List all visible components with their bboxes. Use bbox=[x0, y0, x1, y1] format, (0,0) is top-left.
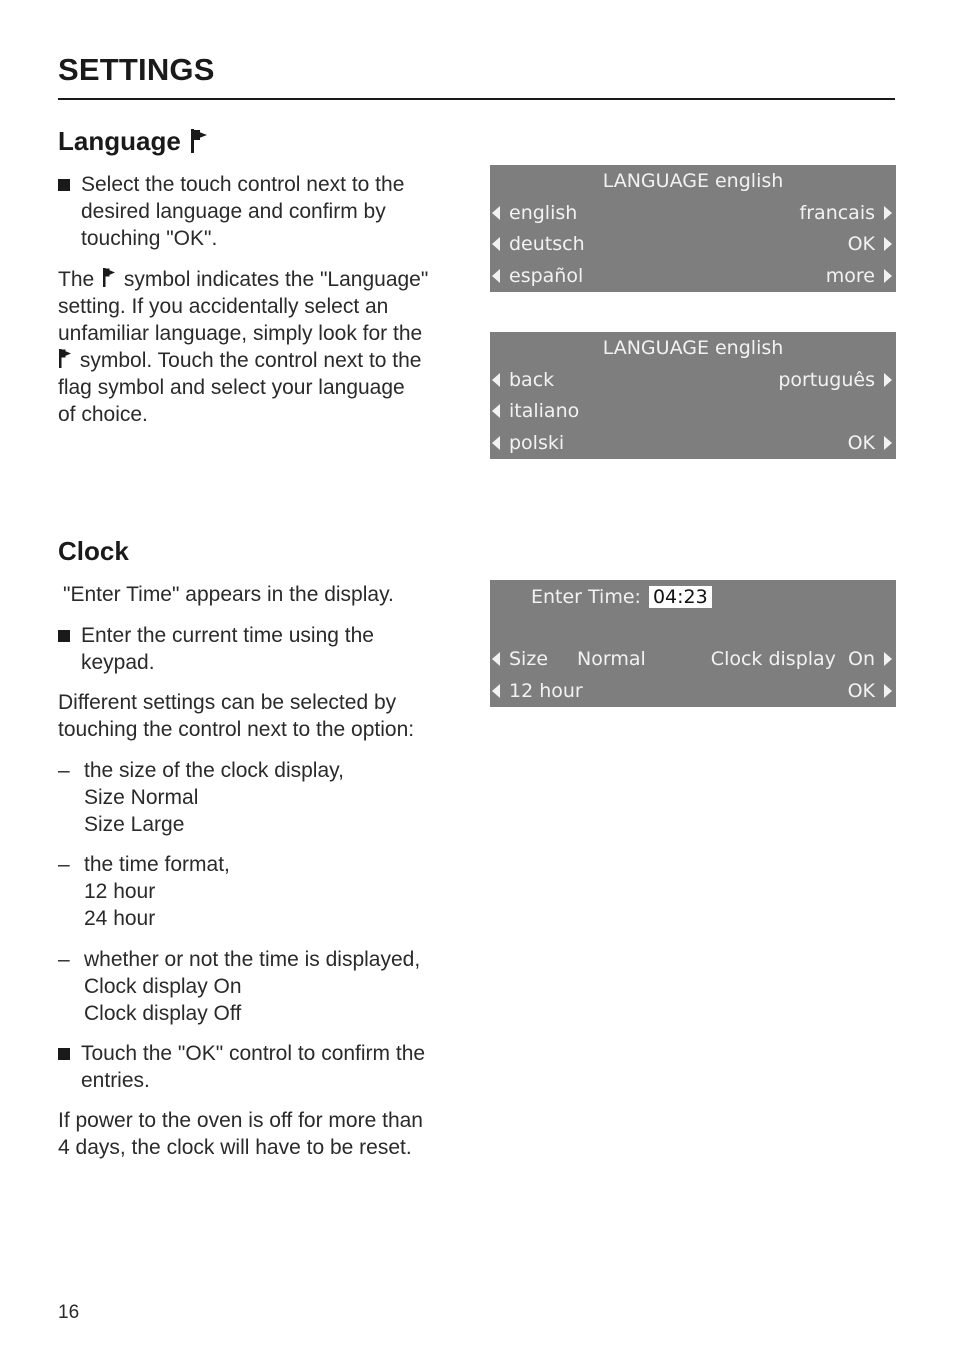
option-label: italiano bbox=[509, 400, 580, 422]
display-row bbox=[490, 680, 896, 704]
option-label: polski bbox=[509, 432, 565, 454]
clock-option-display bbox=[58, 946, 458, 1027]
option-label: francais bbox=[799, 202, 875, 224]
arrow-right-icon bbox=[884, 237, 892, 251]
arrow-left-icon bbox=[492, 237, 500, 251]
clock-option-format bbox=[58, 851, 458, 932]
display-title: LANGUAGE english bbox=[602, 170, 784, 192]
text-line: flag symbol and select your language bbox=[58, 376, 405, 399]
display-option-left[interactable] bbox=[492, 432, 564, 454]
text-line: entries. bbox=[81, 1069, 150, 1092]
display-option-right[interactable] bbox=[848, 233, 892, 255]
display-option-ok[interactable] bbox=[848, 680, 892, 702]
display-option-right[interactable] bbox=[800, 202, 892, 224]
option-label: español bbox=[509, 265, 584, 287]
enter-time-row bbox=[531, 584, 712, 610]
text-line: unfamiliar language, simply look for the bbox=[58, 322, 423, 345]
text-line: desired language and confirm by bbox=[81, 200, 386, 223]
arrow-left-icon bbox=[492, 269, 500, 283]
display-row bbox=[490, 202, 896, 226]
language-display-1 bbox=[490, 165, 896, 292]
display-option-right[interactable] bbox=[778, 369, 892, 391]
text-line: Enter the current time using the bbox=[81, 624, 374, 647]
arrow-left-icon bbox=[492, 436, 500, 450]
clock-final-note bbox=[58, 1107, 468, 1161]
language-heading-text: Language bbox=[58, 126, 181, 156]
text-line: the size of the clock display, bbox=[84, 759, 344, 782]
text-span: The bbox=[58, 268, 95, 291]
arrow-left-icon bbox=[492, 206, 500, 220]
arrow-left-icon bbox=[492, 684, 500, 698]
text-line: the time format, bbox=[84, 853, 230, 876]
language-display-2 bbox=[490, 332, 896, 459]
text-line: Touch the "OK" control to confirm the bbox=[81, 1042, 426, 1065]
display-option-left[interactable] bbox=[492, 202, 577, 224]
arrow-right-icon bbox=[884, 436, 892, 450]
clock-heading: Clock bbox=[58, 536, 129, 566]
text-line: 24 hour bbox=[84, 907, 156, 930]
display-option-left[interactable] bbox=[492, 369, 554, 391]
text-line: whether or not the time is displayed, bbox=[84, 948, 421, 971]
display-option-size[interactable] bbox=[492, 648, 646, 670]
text-line: Clock display Off bbox=[84, 1002, 242, 1025]
page-title: SETTINGS bbox=[58, 52, 215, 87]
display-option-format[interactable] bbox=[492, 680, 583, 702]
arrow-left-icon bbox=[492, 652, 500, 666]
arrow-right-icon bbox=[884, 684, 892, 698]
language-heading bbox=[58, 126, 210, 157]
text-line: Different settings can be selected by bbox=[58, 691, 397, 714]
clock-display bbox=[490, 580, 896, 707]
bullet-square bbox=[58, 630, 70, 642]
header-rule bbox=[58, 98, 895, 100]
arrow-left-icon bbox=[492, 404, 500, 418]
clock-option-size bbox=[58, 757, 458, 838]
text-span: symbol indicates the "Language" bbox=[123, 268, 429, 291]
display-option-right[interactable] bbox=[848, 432, 892, 454]
display-option-clock-display[interactable] bbox=[711, 648, 892, 670]
text-line bbox=[58, 266, 468, 293]
text-line: Size Large bbox=[84, 813, 185, 836]
text-span: symbol. Touch the control next to the bbox=[79, 349, 422, 372]
option-label: português bbox=[778, 369, 875, 391]
option-label: Clock display On bbox=[710, 648, 875, 670]
language-paragraph bbox=[58, 266, 468, 428]
flag-icon bbox=[102, 267, 116, 288]
text-line: touching the control next to the option: bbox=[58, 718, 415, 741]
text-line: touching "OK". bbox=[81, 227, 218, 250]
display-row bbox=[490, 432, 896, 456]
option-label: back bbox=[509, 369, 555, 391]
display-option-left[interactable] bbox=[492, 233, 585, 255]
display-option-left[interactable] bbox=[492, 400, 579, 422]
clock-bullet-enter bbox=[58, 622, 458, 676]
dash-marker: – bbox=[58, 759, 70, 782]
display-row bbox=[490, 648, 896, 672]
text-line: setting. If you accidentally select an bbox=[58, 295, 389, 318]
option-label: english bbox=[509, 202, 578, 224]
dash-marker: – bbox=[58, 948, 70, 971]
text-line: 4 days, the clock will have to be reset. bbox=[58, 1136, 412, 1159]
language-bullet-select bbox=[58, 171, 458, 252]
arrow-right-icon bbox=[884, 206, 892, 220]
display-option-left[interactable] bbox=[492, 265, 583, 287]
option-value: Normal bbox=[577, 648, 646, 670]
option-label: Size bbox=[509, 648, 549, 670]
display-row bbox=[490, 400, 896, 424]
display-row bbox=[490, 233, 896, 257]
text-line: keypad. bbox=[81, 651, 155, 674]
display-title: LANGUAGE english bbox=[602, 337, 784, 359]
option-label: more bbox=[825, 265, 875, 287]
enter-time-label: Enter Time: bbox=[531, 586, 641, 608]
option-label: 12 hour bbox=[509, 680, 583, 702]
option-label: OK bbox=[847, 680, 875, 702]
dash-marker: – bbox=[58, 853, 70, 876]
time-value-field[interactable]: 04:23 bbox=[649, 586, 712, 608]
text-line bbox=[58, 347, 468, 374]
option-label: OK bbox=[847, 432, 875, 454]
arrow-right-icon bbox=[884, 652, 892, 666]
clock-paragraph bbox=[58, 689, 468, 743]
display-row bbox=[490, 265, 896, 289]
display-option-right[interactable] bbox=[826, 265, 892, 287]
clock-intro: "Enter Time" appears in the display. bbox=[63, 583, 394, 606]
text-line: of choice. bbox=[58, 403, 148, 426]
option-label: OK bbox=[847, 233, 875, 255]
arrow-left-icon bbox=[492, 373, 500, 387]
flag-icon bbox=[58, 348, 72, 369]
text-line: Size Normal bbox=[84, 786, 199, 809]
bullet-square bbox=[58, 1048, 70, 1060]
bullet-square bbox=[58, 179, 70, 191]
flag-icon bbox=[190, 128, 208, 154]
text-line: Select the touch control next to the bbox=[81, 173, 405, 196]
display-row bbox=[490, 369, 896, 393]
text-line: Clock display On bbox=[84, 975, 242, 998]
text-line: If power to the oven is off for more than bbox=[58, 1109, 423, 1132]
clock-bullet-confirm bbox=[58, 1040, 458, 1094]
arrow-right-icon bbox=[884, 373, 892, 387]
arrow-right-icon bbox=[884, 269, 892, 283]
option-label: deutsch bbox=[509, 233, 585, 255]
text-line: 12 hour bbox=[84, 880, 156, 903]
page-number: 16 bbox=[58, 1302, 80, 1323]
